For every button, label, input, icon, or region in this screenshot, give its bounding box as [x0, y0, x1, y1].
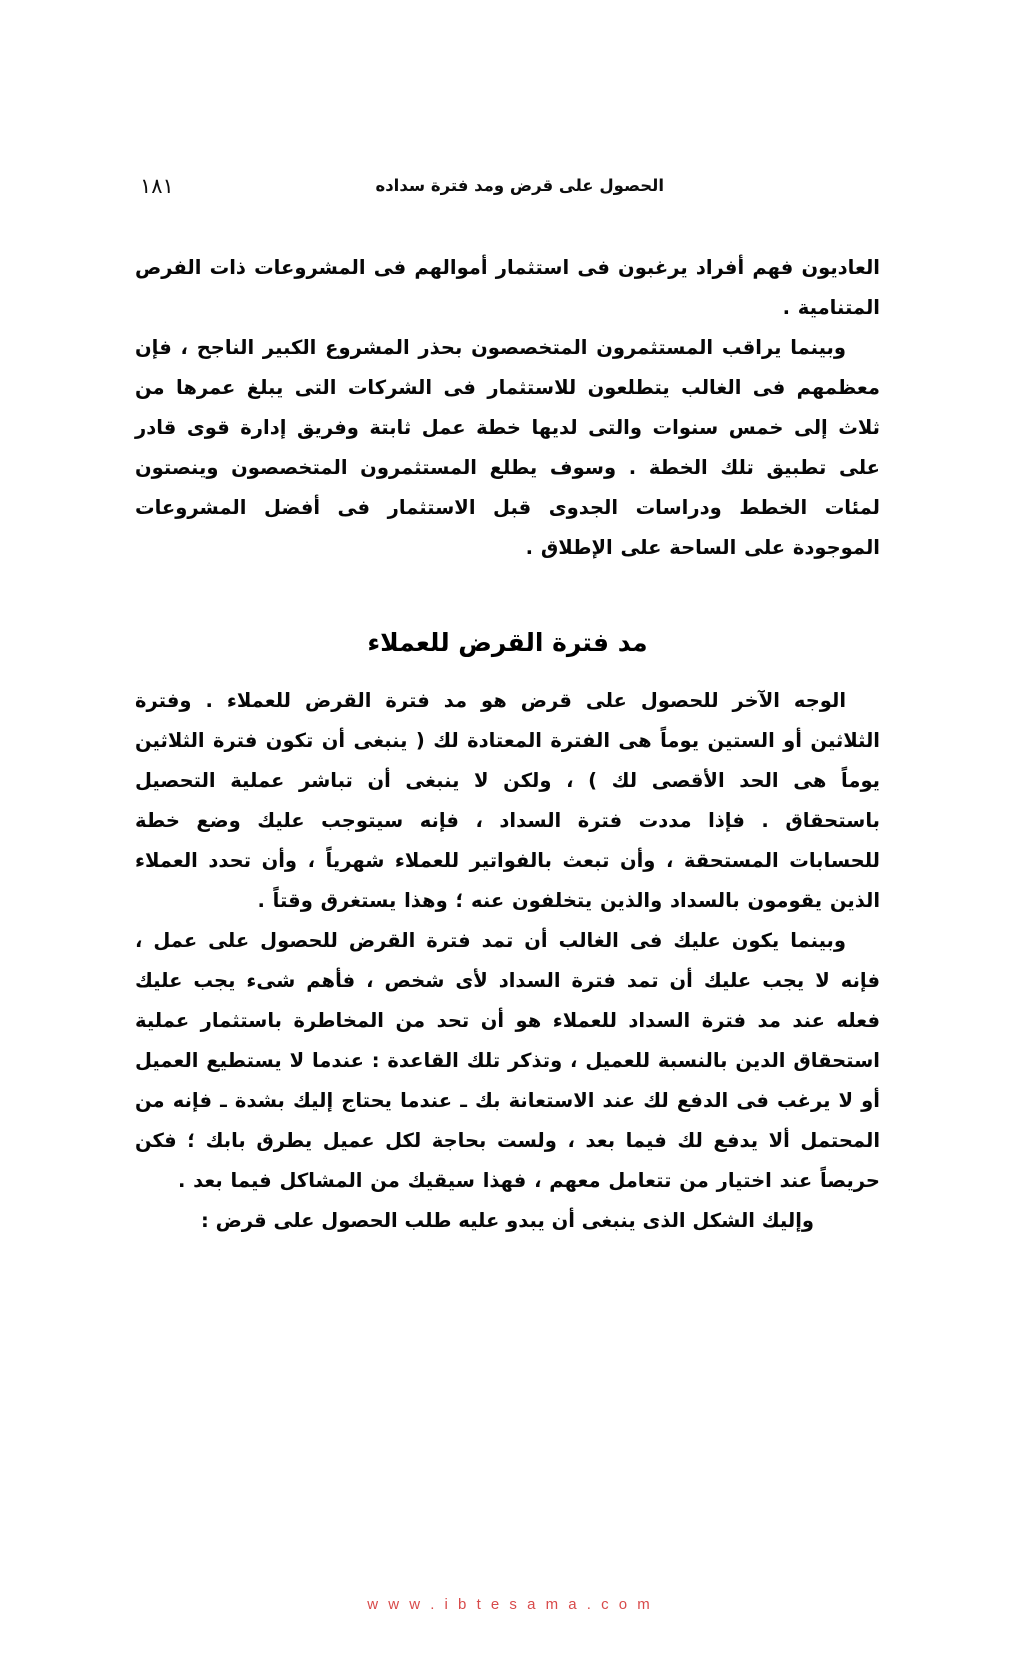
section-heading: مد فترة القرض للعملاء [367, 628, 648, 657]
paragraph-1: العاديون فهم أفراد يرغبون فى استثمار أموالهم فى المشروعات ذات الفرص المتنامية . [135, 256, 880, 319]
running-head [140, 170, 880, 204]
heading-spacer-top [135, 568, 880, 594]
paragraph-4: وبينما يكون عليك فى الغالب أن تمد فترة القرض للحصول على عمل ، فإنه لا يجب عليك أن تمد فترة السداد لأى شخص ، فأهم شىء يجب عليك فعله عند مد فترة السداد للعملاء هو أن تحد من المخاطرة باستثمار عملية استحقاق الدين بالنسبة للعميل ، وتذكر تلك القاعدة : عندما لا يستطيع العميل أو لا يرغب فى الدفع لك عند الاستعانة بك ـ عندما يحتاج إليك بشدة ـ فإنه من المحتمل ألا يدفع لك فيما بعد ، ولست بحاجة لكل عميل يطرق بابك ؛ فكن حريصاً عند اختيار من تتعامل معهم ، فهذا سيقيك من المشاكل فيما بعد . [135, 929, 880, 1192]
paragraph-3: الوجه الآخر للحصول على قرض هو مد فترة القرض للعملاء . وفترة الثلاثين أو الستين يوماً هى الفترة المعتادة لك ( ينبغى أن تكون فترة الثلاثين يوماً هى الحد الأقصى لك ) ، ولكن لا ينبغى أن تباشر عملية التحصيل باستحقاق . فإذا مددت فترة السداد ، فإنه سيتوجب عليك وضع خطة للحسابات المستحقة ، وأن تبعث بالفواتير للعملاء شهرياً ، وأن تحدد العملاء الذين يقومون بالسداد والذين يتخلفون عنه ؛ وهذا يستغرق وقتاً . [135, 689, 880, 912]
text-column [135, 248, 880, 1241]
closing-line: وإليك الشكل الذى ينبغى أن يبدو عليه طلب الحصول على قرض : [200, 1209, 815, 1232]
site-watermark: w w w . i b t e s a m a . c o m [367, 1596, 653, 1613]
paragraph-2: وبينما يراقب المستثمرون المتخصصون بحذر المشروع الكبير الناجح ، فإن معظمهم فى الغالب يتطلعون للاستثمار فى الشركات التى يبلغ عمرها من ثلاث إلى خمس سنوات والتى لديها خطة عمل ثابتة وفريق إدارة قوى قادر على تطبيق تلك الخطة . وسوف يطلع المستثمرون المتخصصون وينصتون لمئات الخطط ودراسات الجدوى قبل الاستثمار فى أفضل المشروعات الموجودة على الساحة على الإطلاق . [135, 336, 880, 559]
page-number: ١٨١ [140, 174, 174, 198]
running-head-title: الحصول على قرض ومد فترة سداده [375, 176, 664, 195]
